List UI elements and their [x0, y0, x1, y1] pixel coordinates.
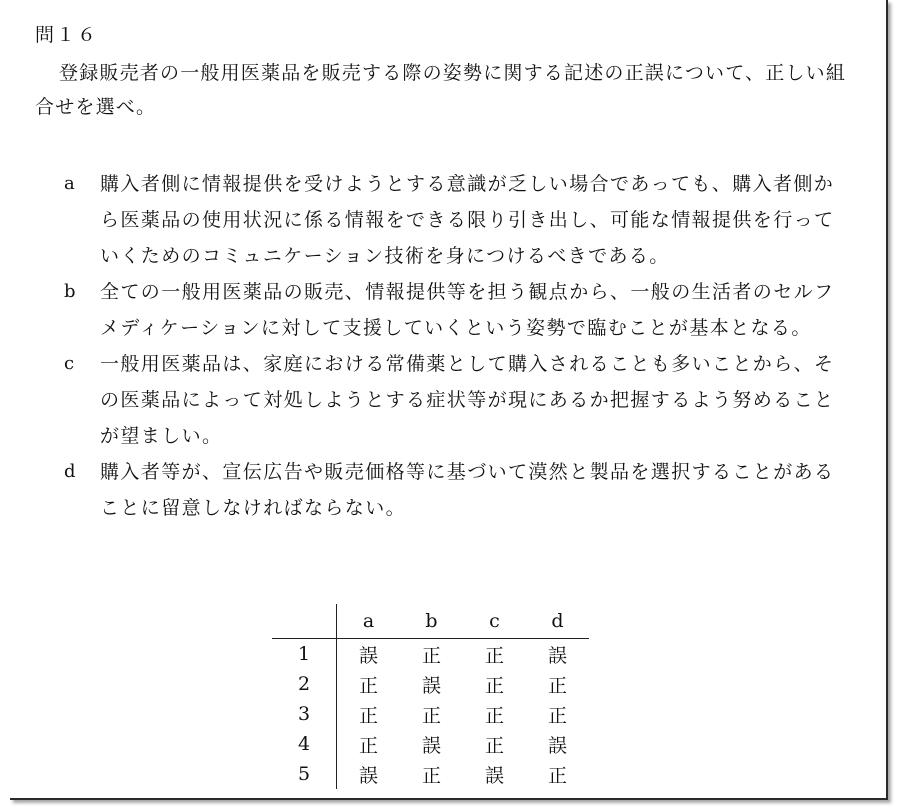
corner-cell: [272, 604, 337, 639]
table-cell: 正: [358, 674, 378, 697]
table-row: [272, 669, 589, 699]
column-header-d: d: [526, 604, 589, 639]
table-cell: 正: [358, 734, 378, 757]
statement-text: 一般用医薬品は、家庭における常備薬として購入されることも多いことから、その医薬品によって対処しようとする症状等が現にあるか把握するよう努めることが望ましい。: [100, 353, 835, 447]
table-cell: 誤: [484, 764, 504, 787]
row-label: 1: [272, 639, 337, 670]
table-cell: 正: [484, 704, 504, 727]
statement-text: 全ての一般用医薬品の販売、情報提供等を担う観点から、一般の生活者のセルフメディケーションに対して支援していくという姿勢で臨むことが基本となる。: [100, 281, 835, 339]
table-cell: 誤: [358, 764, 378, 787]
statement-key: b: [64, 281, 77, 302]
question-stem: 登録販売者の一般用医薬品を販売する際の姿勢に関する記述の正誤について、正しい組合せを選べ。: [35, 62, 847, 118]
table-cell: 正: [421, 704, 441, 727]
answer-table: [272, 604, 589, 789]
statement-d: [60, 454, 850, 526]
question-number: 問１６: [35, 24, 99, 46]
table-cell: 正: [547, 674, 567, 697]
statement-text: 購入者側に情報提供を受けようとする意識が乏しい場合であっても、購入者側から医薬品の使用状況に係る情報をできる限り引き出し、可能な情報提供を行っていくためのコミュニケーション技術を身につけるべきである。: [100, 173, 835, 267]
row-label: 2: [272, 669, 337, 699]
table-cell: 正: [547, 764, 567, 787]
column-header-c: c: [463, 604, 526, 639]
statement-c: [60, 346, 850, 454]
table-cell: 正: [484, 734, 504, 757]
table-cell: 正: [358, 704, 378, 727]
statement-text: 購入者等が、宣伝広告や販売価格等に基づいて漠然と製品を選択することがあることに留意しなければならない。: [100, 461, 835, 519]
statement-b: [60, 274, 850, 346]
table-cell: 誤: [547, 734, 567, 757]
table-cell: 正: [484, 644, 504, 667]
statement-a: [60, 166, 850, 274]
table-cell: 誤: [421, 734, 441, 757]
table-cell: 正: [421, 764, 441, 787]
answer-table-header: [272, 604, 589, 639]
column-header-b: b: [400, 604, 463, 639]
table-cell: 正: [421, 644, 441, 667]
table-cell: 正: [484, 674, 504, 697]
table-cell: 正: [547, 704, 567, 727]
table-row: [272, 699, 589, 729]
statement-key: d: [64, 461, 77, 482]
table-cell: 誤: [421, 674, 441, 697]
table-row: [272, 639, 589, 670]
row-label: 4: [272, 729, 337, 759]
column-header-a: a: [337, 604, 401, 639]
statement-key: c: [64, 353, 76, 374]
table-cell: 誤: [547, 644, 567, 667]
row-label: 3: [272, 699, 337, 729]
row-label: 5: [272, 759, 337, 789]
table-row: [272, 729, 589, 759]
table-row: [272, 759, 589, 789]
statement-list: [60, 166, 850, 526]
statement-key: a: [64, 173, 77, 194]
table-cell: 誤: [358, 644, 378, 667]
